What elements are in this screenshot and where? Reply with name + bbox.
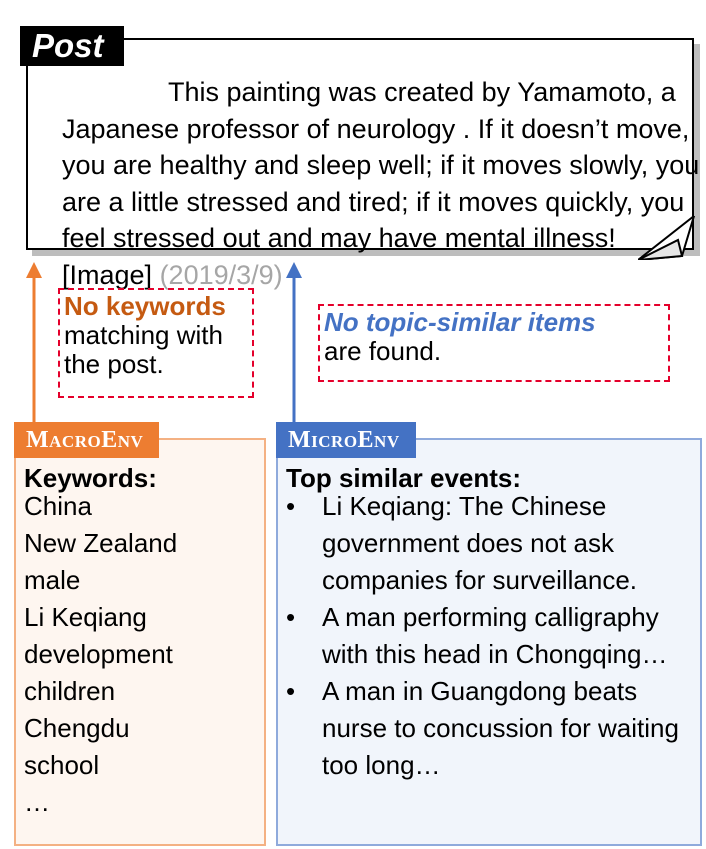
no-keywords-highlight: No keywords [64,291,226,321]
event-text: Li Keqiang: The Chinese government does not ask companies for surveillance. [322,491,638,595]
keyword-item: children [24,676,116,706]
keywords-heading: Keywords: [24,463,157,493]
event-list [286,488,696,784]
event-text: A man performing calligraphy with this head in Chongqing… [322,602,668,669]
post-date: (2019/3/9) [159,259,283,290]
keyword-item: … [24,787,50,817]
no-keywords-note [58,288,254,398]
blue-double-arrow [282,262,306,438]
bullet-icon: • [286,676,296,706]
keyword-item: Chengdu [24,713,130,743]
keyword-item: China [24,491,92,521]
no-similar-text: are found. [324,336,442,366]
event-text: A man in Guangdong beats nurse to concussion for waiting too long… [322,676,679,780]
macroenv-tab: MacroEnv [14,422,159,458]
post-text [62,74,706,293]
similar-events-heading: Top similar events: [286,463,522,493]
keyword-item: Li Keqiang [24,602,147,632]
microenv-tab: MicroEnv [276,422,416,458]
event-item [286,599,696,673]
event-item [286,673,696,784]
keyword-item: male [24,565,81,595]
keyword-item: New Zealand [24,528,178,558]
bullet-icon: • [286,491,296,521]
post-box [26,38,700,290]
macroenv-panel [14,427,266,846]
post-body: This painting was created by Yamamoto, a Japanese professor of neurology . If it doesn’t move, you are healthy and sleep well; if it moves slowly, you are a little stressed and tired; if it moves quickly, you feel stressed out and may have mental illness! [Image] [62,77,700,290]
no-similar-highlight: No topic-similar items [324,307,596,337]
orange-double-arrow [22,262,46,438]
post-tag: Post [20,26,124,66]
keyword-list [24,488,177,821]
event-item [286,488,696,599]
no-similar-items-note [318,304,670,382]
microenv-panel [276,427,702,846]
bullet-icon: • [286,602,296,632]
no-keywords-text: matching with the post. [64,320,223,379]
page-fold-icon [638,216,698,260]
keyword-item: development [24,639,173,669]
keyword-item: school [24,750,100,780]
